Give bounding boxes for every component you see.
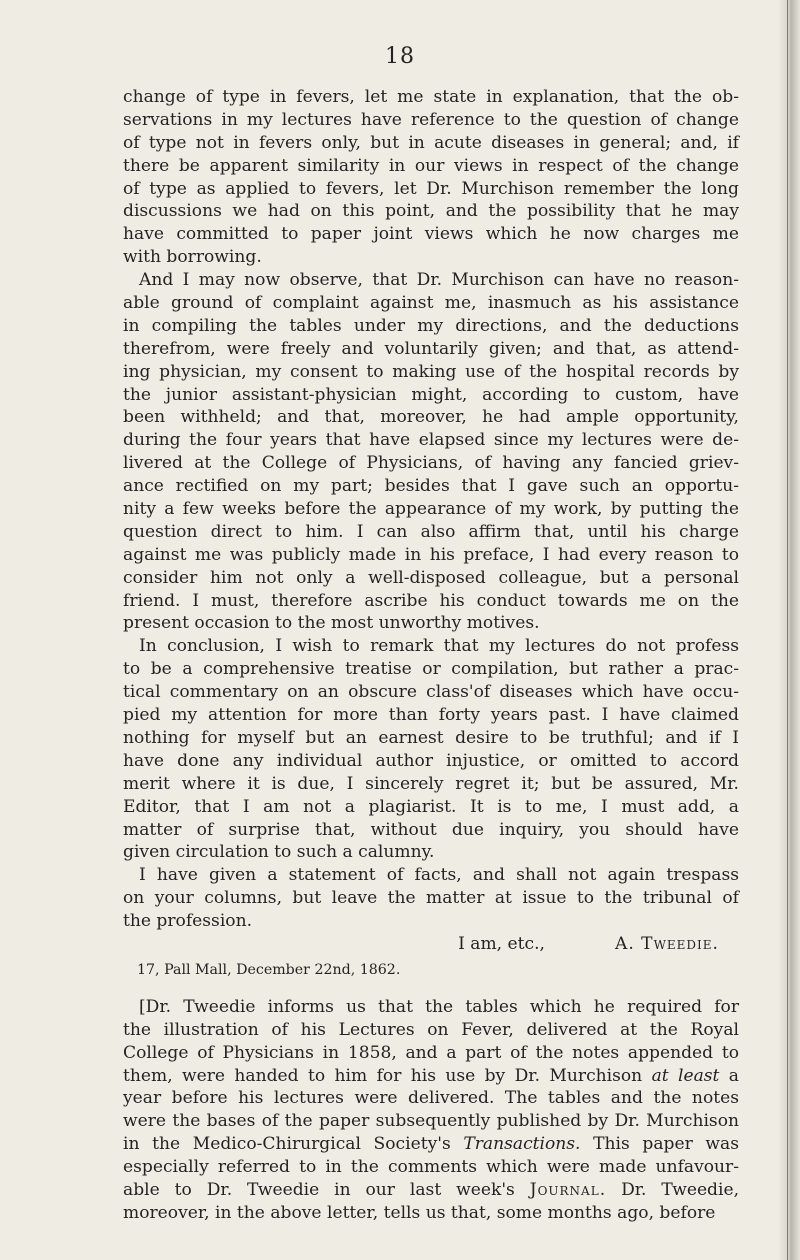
text-line: moreover, in the above letter, tells us that, some months ago, before	[123, 1202, 716, 1223]
paragraph-4	[123, 864, 739, 933]
text-line: during the four years that have elapsed since my lectures were de-	[123, 430, 739, 451]
text-line: servations in my lectures have reference to the question of change	[123, 109, 739, 130]
small-caps-run: Journal.	[529, 1179, 607, 1200]
text-line: I have given a statement of facts, and shall not again trespass	[139, 865, 739, 886]
text-line: discussions we had on this point, and the possibility that he may	[123, 201, 739, 222]
signature-gap	[545, 933, 615, 956]
text-line: nity a few weeks before the appearance of my work, by putting the	[123, 499, 739, 520]
text-line: friend. I must, therefore ascribe his conduct towards me on the	[123, 590, 739, 611]
text-line: the illustration of his Lectures on Fever, delivered at the Royal	[123, 1019, 739, 1040]
text-line: livered at the College of Physicians, of having any fancied griev-	[123, 453, 739, 474]
text-line: the junior assistant-physician might, according to custom, have	[123, 384, 739, 405]
text-line: with borrowing.	[123, 247, 262, 268]
text-line: given circulation to such a calumny.	[123, 842, 435, 863]
text-line: of type as applied to fevers, let Dr. Murchison remember the long	[123, 178, 739, 199]
letter-body	[123, 86, 739, 1225]
editorial-note	[123, 996, 739, 1225]
text-line: of type not in fevers only, but in acute diseases in general; and, if	[123, 132, 739, 153]
text-line: especially referred to in the comments which were made unfavour-	[123, 1157, 739, 1178]
text-line: consider him not only a well-disposed colleague, but a personal	[123, 567, 739, 588]
text-line: Editor, that I am not a plagiarist. It is to me, I must add, a	[123, 796, 739, 817]
text-line: been withheld; and that, moreover, he had ample opportunity,	[123, 407, 739, 428]
text-line: matter of surprise that, without due inquiry, you should have	[123, 819, 739, 840]
text-run: Dr. Tweedie,	[621, 1179, 740, 1200]
text-run: in the Medico-Chirurgical Society's	[123, 1134, 451, 1155]
text-run: a	[728, 1065, 739, 1086]
text-line: pied my attention for more than forty years past. I have claimed	[123, 705, 739, 726]
text-run: them, were handed to him for his use by Dr. Murchison	[123, 1065, 643, 1086]
text-line: therefrom, were freely and voluntarily given; and that, as attend-	[123, 338, 739, 359]
text-line: And I may now observe, that Dr. Murchison can have no reason-	[139, 270, 739, 291]
text-line: In conclusion, I wish to remark that my lectures do not profess	[139, 636, 739, 657]
text-line: ance rectified on my part; besides that I gave such an opportu-	[123, 476, 739, 497]
text-line: [Dr. Tweedie informs us that the tables which he required for	[139, 996, 739, 1017]
text-run: This paper was	[593, 1134, 739, 1155]
text-line-mixed	[123, 1065, 739, 1088]
text-run: able to Dr. Tweedie in our last week's	[123, 1179, 515, 1200]
text-line: nothing for myself but an earnest desire to be truthful; and if I	[123, 727, 739, 748]
text-line: the profession.	[123, 911, 253, 932]
text-line: were the bases of the paper subsequently published by Dr. Murchison	[123, 1111, 739, 1132]
text-line: on your columns, but leave the matter at issue to the tribunal of	[123, 888, 739, 909]
text-line-mixed	[123, 1133, 739, 1156]
text-line: have committed to paper joint views which he now charges me	[123, 224, 739, 245]
dateline: 17, Pall Mall, December 22nd, 1862.	[137, 961, 401, 978]
text-line: merit where it is due, I sincerely regret it; but be assured, Mr.	[123, 773, 739, 794]
signature-line	[123, 933, 739, 956]
text-line: in compiling the tables under my directions, and the deductions	[123, 315, 739, 336]
text-line: tical commentary on an obscure class'of diseases which have occu-	[123, 682, 739, 703]
page-number: 18	[385, 44, 415, 69]
text-line: change of type in fevers, let me state in explanation, that the ob-	[123, 87, 739, 107]
text-line-mixed	[123, 1179, 739, 1202]
page-edge-line	[787, 0, 788, 1260]
paragraph-1	[123, 86, 739, 269]
text-line: question direct to him. I can also affirm that, until his charge	[123, 521, 739, 542]
text-line: present occasion to the most unworthy motives.	[123, 613, 540, 634]
text-line: have done any individual author injustice, or omitted to accord	[123, 750, 739, 771]
text-line: ing physician, my consent to making use of the hospital records by	[123, 361, 739, 382]
text-line: able ground of complaint against me, inasmuch as his assistance	[123, 293, 739, 314]
signature-closing: I am, etc.,	[458, 933, 545, 954]
italic-run: Transactions.	[463, 1134, 581, 1155]
text-line: year before his lectures were delivered. The tables and the notes	[123, 1088, 739, 1109]
signature-name: A. Tweedie.	[614, 933, 719, 954]
text-line: against me was publicly made in his preface, I had every reason to	[123, 544, 739, 565]
page-edge-shadow	[778, 0, 800, 1260]
paragraph-3	[123, 635, 739, 864]
paragraph-2	[123, 269, 739, 635]
text-line: College of Physicians in 1858, and a part of the notes appended to	[123, 1042, 739, 1063]
text-line: to be a comprehensive treatise or compilation, but rather a prac-	[123, 659, 739, 680]
italic-run: at least	[651, 1065, 720, 1086]
text-line: there be apparent similarity in our views in respect of the change	[123, 155, 739, 176]
